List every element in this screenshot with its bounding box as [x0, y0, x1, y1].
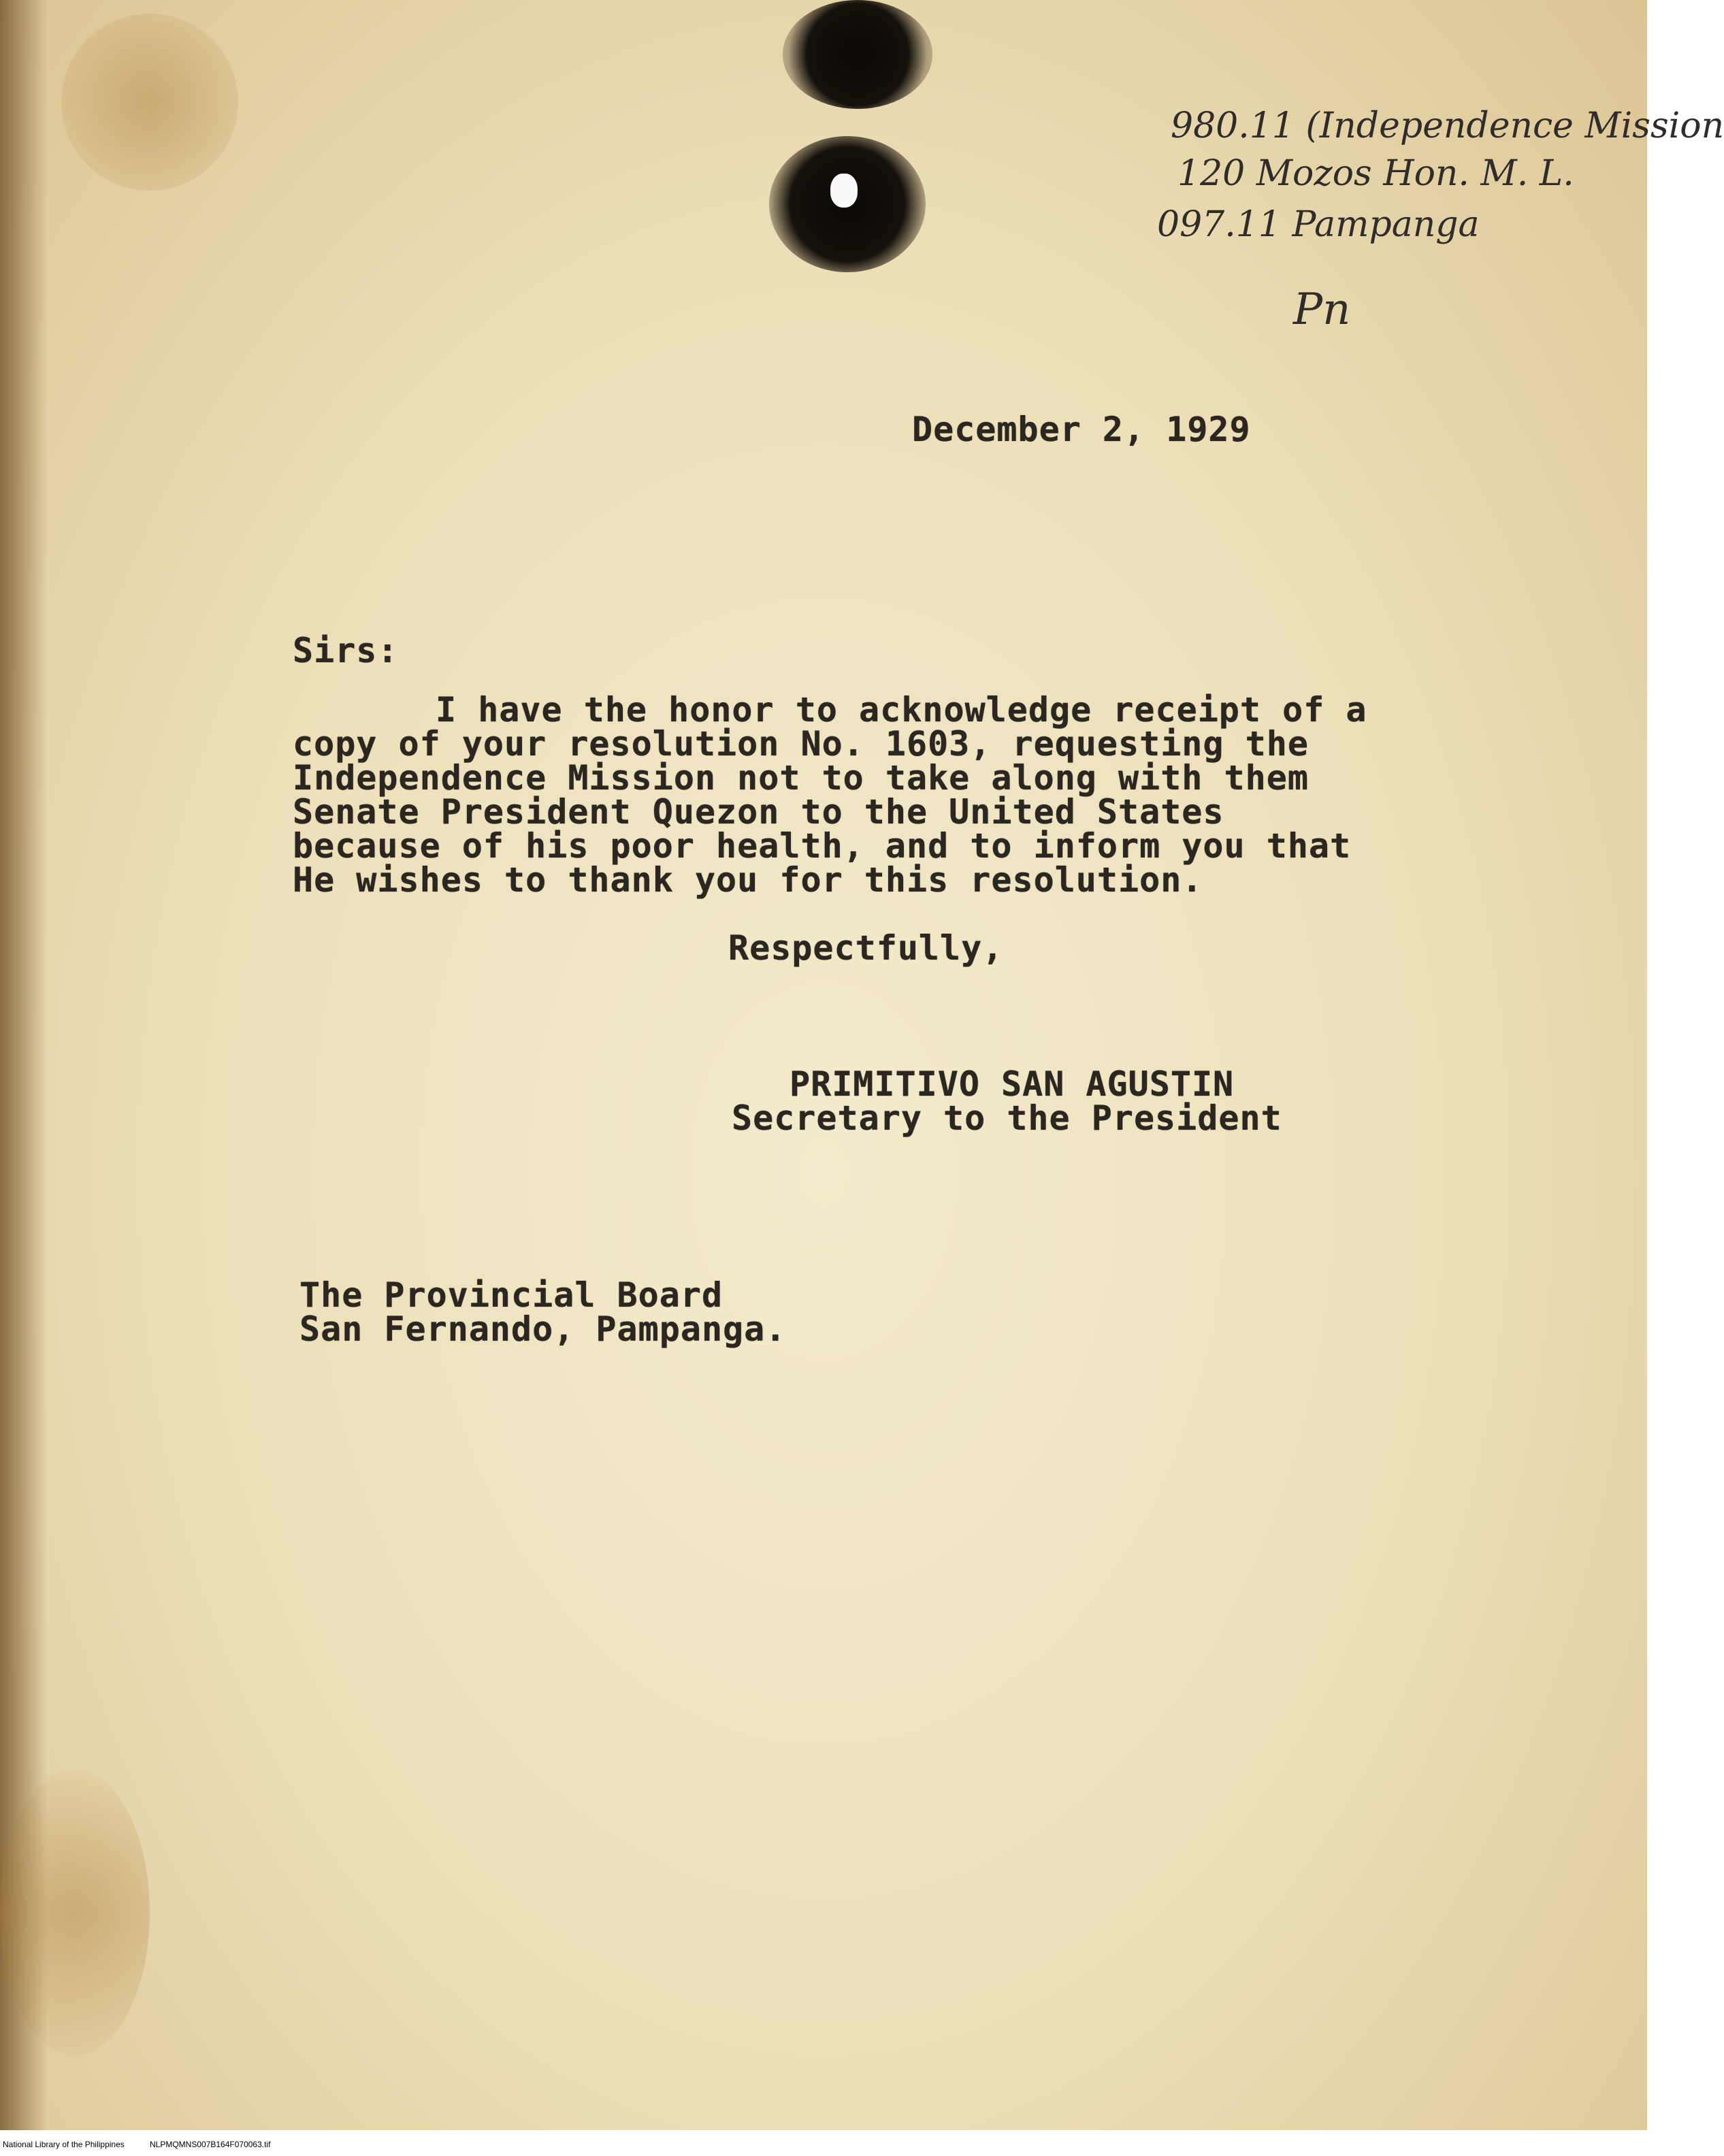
signatory-name: PRIMITIVO SAN AGUSTIN: [790, 1064, 1235, 1104]
punch-hole: [769, 136, 926, 272]
body-line: He wishes to thank you for this resolution.: [293, 860, 1203, 900]
stain: [61, 14, 238, 191]
body-line: Senate President Quezon to the United States: [293, 792, 1224, 832]
closing: Respectfully,: [728, 928, 1004, 968]
scan-footer: [0, 2133, 1670, 2156]
handwritten-note: 980.11 (Independence Mission: [1171, 105, 1724, 146]
signatory-title: Secretary to the President: [732, 1098, 1282, 1138]
handwritten-note: 120 Mozos Hon. M. L.: [1177, 153, 1574, 194]
body-line: copy of your resolution No. 1603, requesting the: [293, 724, 1309, 764]
letter-date: December 2, 1929: [912, 410, 1251, 449]
body-line: I have the honor to acknowledge receipt of a: [436, 690, 1367, 730]
handwritten-initials: Pn: [1293, 284, 1351, 335]
punch-gap: [830, 174, 858, 208]
stain: [0, 1769, 150, 2055]
punch-hole: [783, 0, 932, 109]
addressee-line: The Provincial Board: [299, 1275, 723, 1315]
body-line: because of his poor health, and to inform you that: [293, 826, 1352, 866]
handwritten-note: 097.11 Pampanga: [1157, 204, 1480, 245]
body-line: Independence Mission not to take along with them: [293, 758, 1309, 798]
salutation: Sirs:: [293, 631, 399, 670]
file-id: NLPMQMNS007B164F070063.tif: [150, 2140, 271, 2149]
library-credit: National Library of the Philippines: [3, 2140, 125, 2149]
addressee-line: San Fernando, Pampanga.: [299, 1309, 787, 1349]
